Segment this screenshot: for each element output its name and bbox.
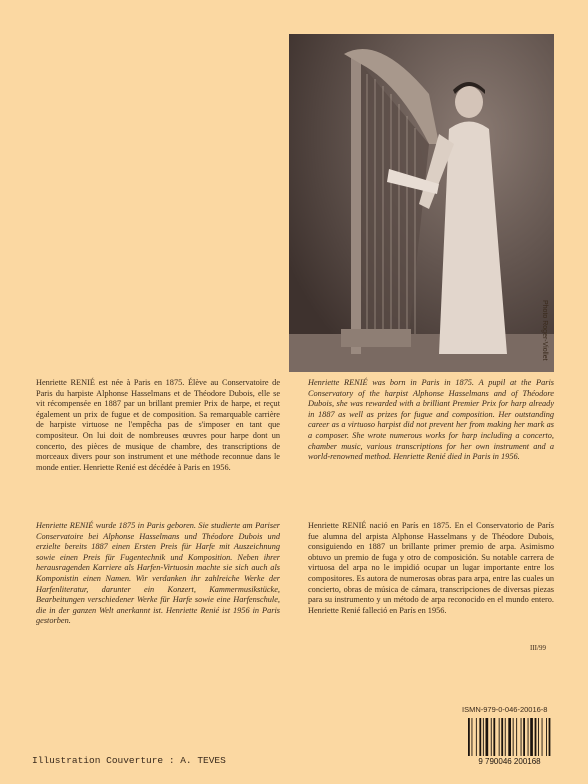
barcode-bar [538,718,539,756]
barcode-bar [535,718,537,756]
barcode-bar [521,718,522,756]
print-code: III/99 [530,644,546,652]
barcode-bar [528,718,529,756]
bio-german: Henriette RENIÉ wurde 1875 in Paris geboren. Sie studierte am Pariser Conservatoire bei Alphonse Hasselmans und Théodore Dubois und erzielte bereits 1887 einen Ersten Preis für Harfe mit Auszeichnung sowie einen Preis für Fugentechnik und Komposition. Neben ihrer herausragenden Karriere als Harfen-Virtuosin machte sie sich auch als Komponistin einen Namen. Wir verdanken ihr zahlreiche Werke der Harfenliteratur, darunter ein Konzert, Kammermusikstücke, Bearbeitungen verschiedener Werke für Harfe sowie eine Harfenschule, die in der ganzen Welt anerkannt ist. Henriette Renié ist 1956 in Paris gestorben. [36,521,280,626]
barcode-bar [479,718,481,756]
illustration-credit: Illustration Couverture : A. TEVES [32,755,226,766]
barcode-bar [499,718,500,756]
barcode-bar [546,718,547,756]
barcode-bar [472,718,473,756]
photo-credit: Photo Roger-Viollet [541,300,548,361]
barcode-bar [468,718,470,756]
barcode-bar [513,718,514,756]
barcode-bar [493,718,495,756]
barcode-bar [542,718,543,756]
barcode-bar [508,718,511,756]
bio-english: Henriette RENIÉ was born in Paris in 1875. A pupil at the Paris Conservatory of the harpist Alphonse Hasselmans and of Théodore Dubois, she was rewarded with a brilliant Premier Prix for harp already in 1887 as well as prizes for fugue and composition. Her outstanding career as a virtuoso harpist did not prevent her from making her mark as a composer. She wrote numerous works for harp including a concerto, chamber music, various transcriptions for her own instrument and a world-renowned method. Henriette Renié died in Paris in 1956. [308,378,554,462]
barcode-bar [501,718,503,756]
barcode-bar [491,718,492,756]
barcode-bar [486,718,489,756]
barcode-bar [516,718,517,756]
barcode-bar [530,718,533,756]
barcode-bar [523,718,525,756]
barcode-bar [483,718,484,756]
barcode-bar [505,718,506,756]
barcode [462,716,557,766]
bio-french: Henriette RENIÉ est née à Paris en 1875. Élève au Conservatoire de Paris du harpiste Alphonse Hasselmans et de Théodore Dubois, elle se vit récompensée en 1887 par un brillant premier Prix de harpe, et reçut également un prix de fugue et de composition. Sa remarquable carrière de harpiste virtuose ne l'empêcha pas de s'imposer en tant que compositeur. On lui doit de nombreuses œuvres pour harpe dont un concerto, des pièces de musique de chambre, des transcriptions de morceaux divers pour son instrument et une méthode reconnue dans le monde entier. Henriette Renié est décédée à Paris en 1956. [36,378,280,472]
barcode-bar [476,718,477,756]
bio-spanish: Henriette RENIÉ nació en París en 1875. En el Conservatorio de París fue alumna del arpista Alphonse Hasselmans y de Théodore Dubois, consiguiendo en 1887 un brillante primer premio de arpa. Asimismo obtuvo un premio de fuga y otro de composición. Su notable carrera de virtuosa del arpa no le impidió ocupar un lugar importante entre los compositores. Es autora de numerosas obras para arpa, entre las cuales un concierto, obras de música de cámara, transcripciones de diversas piezas para su instrumento y un método de arpa reconocido en el mundo entero. Henriette Renié falleció en París en 1956. [308,521,554,615]
barcode-digits: 9 790046 200168 [478,757,541,766]
barcode-bar [549,718,551,756]
isbn-number: ISMN-979-0-046-20016-8 [462,705,548,714]
harpist-photo [289,34,554,372]
